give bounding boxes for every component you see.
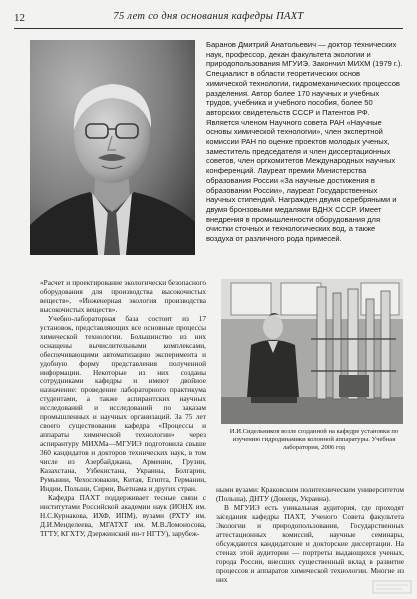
page-number: 12 <box>14 12 25 24</box>
left-paragraph: Учебно-лабораторная база состоит из 17 установок, представляющих все основные процессы химической технологии. Большинство из них оснащены вычислительными комплексами, обеспечивающими автоматизацию эксперимента и удобную форму представления полученной информации. Некоторые из них созданы сотрудниками кафедры и имеют двойное назначение: проведение лабораторного практикума студентами, а также аспирантских научных исследований и исследований по заказам промышленных и научных организаций. За 75 лет своего существования кафедра «Процессы и аппараты химической технологии» через аспирантуру МИХМа—МГУИЭ подготовила свыше 360 кандидатов и докторов технических наук, в том числе из Азербайджана, Армении, Грузии, Казахстана, Узбекистана, Украины, Болгарии, Румынии, Чехословакии, Китая, Египта, Германии, Индии, Польши, Сирии, Вьетнама и других стран. <box>40 313 206 493</box>
photo-caption: И.И.Сидельников возле созданной на кафедре установки по изучению гидродинамики колонной аппаратуры. Учебная лаборатория, 2006 год <box>229 428 399 451</box>
portrait-photo <box>30 40 195 255</box>
header-rule <box>14 28 403 29</box>
library-stamp-mark <box>372 580 412 594</box>
biography-text: Баранов Дмитрий Анатольевич — доктор технических наук, профессор, декан факультета экологии и природопользования МГУИЭ. Закончил МИХМ (1979 г.). Специалист в области теоретических основ химической технологии, гидромеханических процессов разделения. Автор более 170 научных и учебных трудов, учебника и учебного пособия, более 50 авторских свидетельств СССР и Патентов РФ. Является членом Научного совета РАН «Научные основы химической технологии», член экспертной комиссии РАН по оценке проектов молодых ученых, заместитель председателя и член диссертационных советов, член оргкомитетов Международных научных конференций. Лауреат премии Министерства образования России «За научные достижения в образовании России», лауреат Государственных научных стипендий. Награжден двумя серебряными и двумя бронзовыми медалями ВДНХ СССР. Имеет внедрения в промышленности оборудования для очистки сточных и технологических вод, а также воздуха от различного рода примесей. <box>206 40 403 244</box>
right-paragraph-continuation: ными вузами: Краковским политехническим университетом (Польша), ДНТУ (Донецк, Украина). <box>216 485 404 503</box>
right-paragraph: В МГУИЭ есть уникальная аудитория, где проходят заседания кафедры ПАХТ, Ученого Совета факультета Экологии и природопользования, Государственных аттестационных комиссий, научные семинары, обсуждаются кандидатские и докторские диссертации. На стенах этой аудитории — портреты выдающихся ученых, города России, внесших существенный вклад в развитие процессов и аппаратов химической технологии. Многие из них <box>216 502 404 584</box>
left-paragraph: «Расчет и проектирование экологически безопасного оборудования для производства высокочистых веществ», «Инженерная экология производства высокочистых веществ». <box>40 278 206 314</box>
left-column-text <box>40 279 206 539</box>
running-title: 75 лет со дня основания кафедры ПАХТ <box>113 11 304 22</box>
laboratory-photo <box>221 279 403 424</box>
left-paragraph: Кафедра ПАХТ поддерживает тесные связи с институтами Российской академии наук (ИОНХ им. Н.С.Курнакова, ИХФ, ИПМ), вузами (РХТУ им. Д.И.Менделеева, МГАТХТ им. М.В.Ломоносова, ТГТУ, КГХТУ, Дзержинский ин-т НГТУ), зарубеж- <box>40 492 206 538</box>
right-column-text <box>216 486 404 584</box>
